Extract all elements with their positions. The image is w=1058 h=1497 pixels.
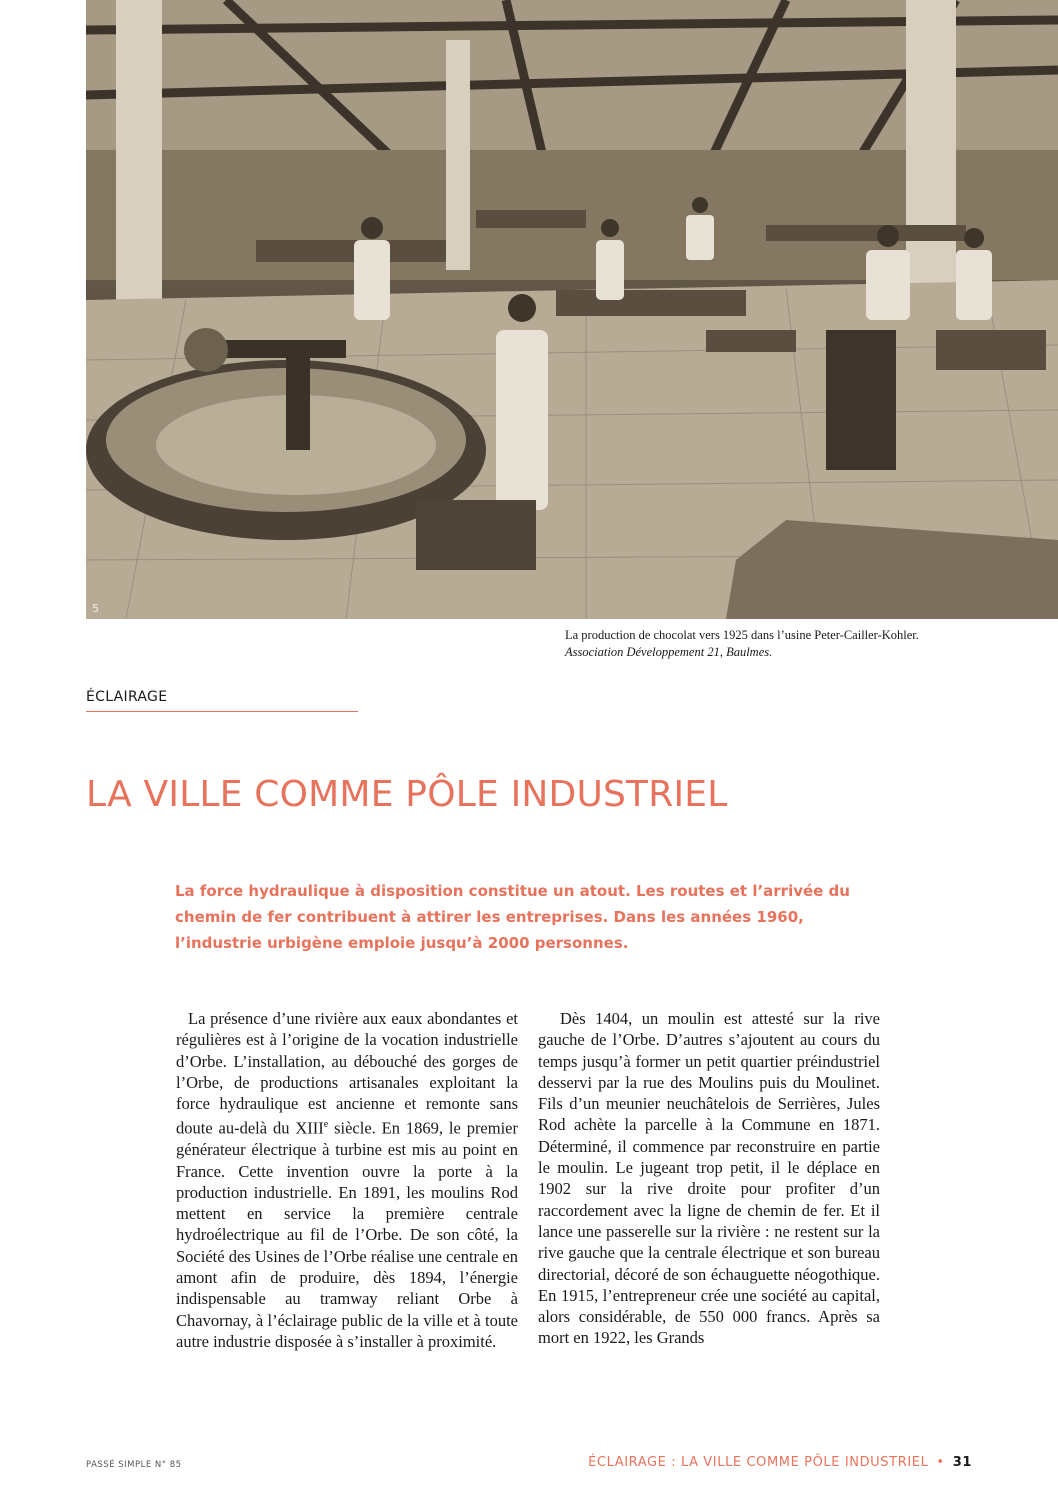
footer-running-title <box>588 1455 972 1470</box>
photo-caption-credit: Association Développement 21, Baulmes. <box>565 645 773 659</box>
column-1-text-b: siècle. En 1869, le premier générateur électrique à turbine est mis au point en France. Cette invention ouvre la porte à la production industrielle. En 1891, les moulins Rod mettent en service la première centrale hydroélectrique au fil de l’Orbe. De son côté, la Société des Usines de l’Orbe réalise une centrale en amont afin de produire, dès 1894, l’énergie indispensable au tramway reliant Orbe à Chavornay, à l’éclairage public de la ville et à toute autre industrie disposée à s’installer à proximité. <box>176 1118 518 1351</box>
factory-photo <box>86 0 1058 619</box>
article-column-1 <box>176 1008 518 1352</box>
column-1-text-a: La présence d’une rivière aux eaux abondantes et régulières est à l’origine de la vocation industrielle d’Orbe. L’installation, au débouché des gorges de l’Orbe, de productions artisanales exploitant la force hydraulique est ancienne et remonte sans doute au-delà du XIII <box>176 1009 518 1138</box>
factory-photo-drawing <box>86 0 1058 619</box>
footer-bullet: • <box>936 1455 945 1470</box>
section-label: ÉCLAIRAGE <box>86 689 168 705</box>
photo-corner-mark: 5 <box>92 602 99 615</box>
article-lead: La force hydraulique à disposition constitue un atout. Les routes et l’arrivée du chemin de fer contribuent à attirer les entreprises. Dans les années 1960, l’industrie urbigène emploie jusqu’à 2000 personnes. <box>175 882 850 952</box>
photo-caption <box>565 627 1045 661</box>
footer-publication: PASSÉ SIMPLE N° 85 <box>86 1460 182 1470</box>
photo-press-machine <box>826 330 896 470</box>
footer-running-title-text: ÉCLAIRAGE : LA VILLE COMME PÔLE INDUSTRIEL <box>588 1455 929 1470</box>
section-divider <box>86 711 358 712</box>
photo-caption-text: La production de chocolat vers 1925 dans l’usine Peter-Cailler-Kohler. <box>565 628 919 642</box>
article-column-2: Dès 1404, un moulin est attesté sur la rive gauche de l’Orbe. D’autres s’ajoutent au cours du temps jusqu’à former un petit quartier préindustriel desservi par la rue des Moulins puis du Moulinet. Fils d’un meunier neuchâtelois de Serrières, Jules Rod achète la parcelle à la Commune en 1871. Déterminé, il commence par reconstruire en partie le moulin. Le jugeant trop petit, il le déplace en 1902 sur la rive droite pour profiter d’un raccordement avec la ligne de chemin de fer. Et il lance une passerelle sur la rivière : ne restent sur la rive gauche que la centrale électrique et son bureau directorial, décoré de son échauguette néogothique. En 1915, l’entrepreneur crée une société au capital, alors considérable, de 550 000 francs. Après sa mort en 1922, les Grands <box>538 1009 880 1348</box>
article-title: LA VILLE COMME PÔLE INDUSTRIEL <box>86 774 728 815</box>
column-1-superscript: e <box>323 1119 329 1131</box>
page-number: 31 <box>952 1455 972 1470</box>
